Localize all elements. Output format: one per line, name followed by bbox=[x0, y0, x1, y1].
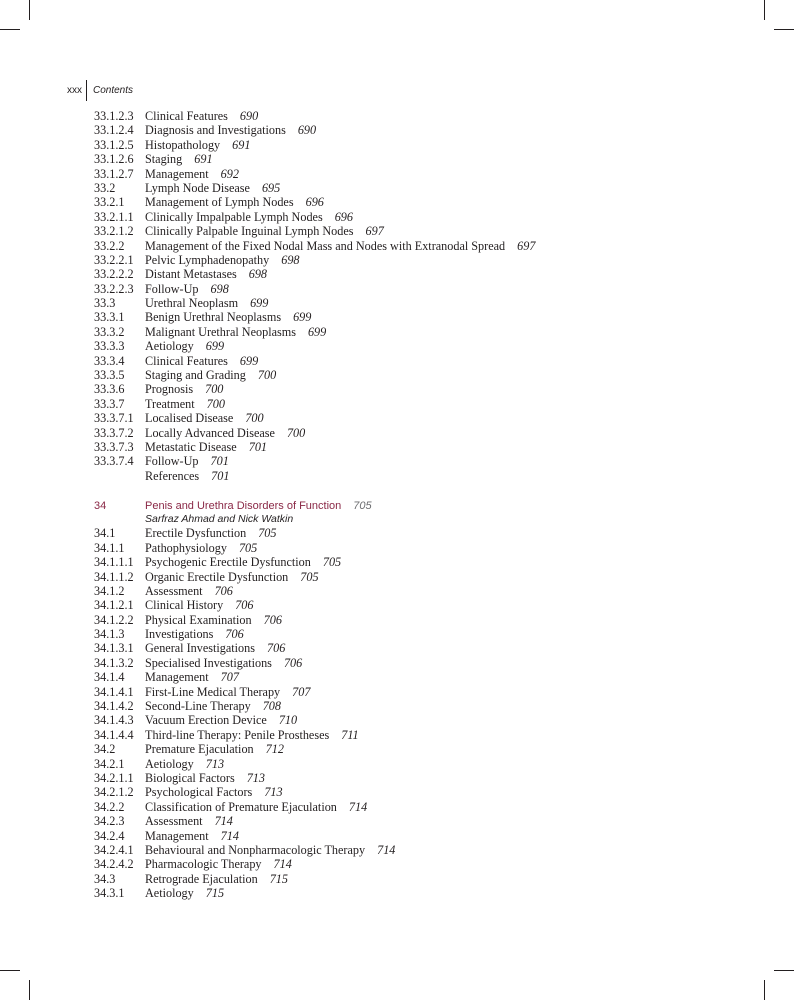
toc-entry-title: Clinical History bbox=[145, 598, 224, 613]
toc-entry-title: Malignant Urethral Neoplasms bbox=[145, 324, 296, 339]
toc-entry-number: 34.1.2.2 bbox=[94, 612, 134, 627]
toc-entry-page: 701 bbox=[210, 454, 229, 469]
toc-entry[interactable] bbox=[94, 138, 754, 152]
toc-entry-page: 698 bbox=[281, 252, 300, 267]
toc-entry-title: First-Line Medical Therapy bbox=[145, 684, 281, 699]
toc-entry-page: 706 bbox=[263, 612, 282, 627]
chapter-number: 34 bbox=[94, 499, 107, 512]
toc-entry-title: Investigations bbox=[145, 627, 214, 642]
toc-entry-number: 34.2 bbox=[94, 742, 116, 757]
toc-entry-number: 33.3.7.2 bbox=[94, 425, 134, 440]
toc-entry-title: Follow-Up bbox=[145, 454, 199, 469]
crop-mark bbox=[774, 29, 794, 30]
toc-entry[interactable] bbox=[94, 123, 754, 137]
toc-entry-number: 33.3.3 bbox=[94, 339, 125, 354]
toc-entry-number: 33.1.2.5 bbox=[94, 137, 134, 152]
toc-entry-title: Erectile Dysfunction bbox=[145, 526, 247, 541]
toc-entry[interactable] bbox=[94, 584, 754, 598]
toc-entry-page: 706 bbox=[225, 627, 244, 642]
chapter-authors: Sarfraz Ahmad and Nick Watkin bbox=[145, 512, 294, 525]
toc-entry-page: 713 bbox=[264, 785, 283, 800]
toc-entry-number: 33.2.1.1 bbox=[94, 209, 134, 224]
toc-entry-page: 708 bbox=[262, 699, 281, 714]
toc-entry-page: 706 bbox=[267, 641, 286, 656]
toc-entry-title: Vacuum Erection Device bbox=[145, 713, 267, 728]
toc-entry-number: 34.1.2.1 bbox=[94, 598, 134, 613]
toc-entry[interactable] bbox=[94, 829, 754, 843]
toc-entry-number: 34.3 bbox=[94, 871, 116, 886]
toc-entry-page: 699 bbox=[307, 324, 327, 339]
toc-entry[interactable] bbox=[94, 339, 754, 353]
toc-entry-title: Clinical Features bbox=[145, 109, 228, 123]
toc-entry-title: Specialised Investigations bbox=[145, 655, 272, 670]
toc-entry-page: 713 bbox=[205, 756, 225, 771]
toc-entry-number: 34.2.4.1 bbox=[94, 842, 134, 857]
toc-entry-number: 33.2.2.1 bbox=[94, 252, 134, 267]
toc-entry-number: 33.3 bbox=[94, 296, 116, 311]
toc-entry-page: 714 bbox=[348, 799, 368, 814]
toc-entry-number: 33.2.1.2 bbox=[94, 224, 134, 239]
toc-entry-title: Staging bbox=[145, 152, 183, 167]
toc-entry-number: 34.2.4 bbox=[94, 828, 125, 843]
toc-entry-page: 691 bbox=[232, 137, 251, 152]
toc-entry-page: 714 bbox=[377, 842, 396, 857]
toc-entry-title: Aetiology bbox=[145, 339, 194, 354]
toc-entry[interactable] bbox=[94, 426, 754, 440]
toc-entry-title: References bbox=[145, 468, 200, 483]
running-head-divider bbox=[86, 80, 87, 101]
toc-entry-number: 34.2.3 bbox=[94, 814, 125, 829]
toc-entry[interactable] bbox=[94, 555, 754, 569]
toc-entry[interactable] bbox=[94, 785, 754, 799]
toc-entry-page: 697 bbox=[365, 224, 384, 239]
toc-entry-number: 33.1.2.3 bbox=[94, 109, 134, 123]
toc-entry-number: 33.3.5 bbox=[94, 368, 125, 383]
toc-entry-number: 33.2.1 bbox=[94, 195, 125, 210]
table-of-contents bbox=[94, 109, 754, 900]
toc-entry-number: 34.2.4.2 bbox=[94, 857, 134, 872]
toc-entry-page: 700 bbox=[257, 368, 277, 383]
toc-entry[interactable] bbox=[94, 670, 754, 684]
toc-entry-page: 698 bbox=[248, 267, 268, 282]
toc-entry-page: 707 bbox=[220, 670, 239, 685]
toc-entry-page: 697 bbox=[517, 238, 536, 253]
toc-entry-title: Physical Examination bbox=[145, 612, 252, 627]
toc-entry[interactable] bbox=[94, 152, 754, 166]
toc-entry-title: Pelvic Lymphadenopathy bbox=[145, 252, 270, 267]
toc-entry-number: 33.3.1 bbox=[94, 310, 125, 325]
toc-entry-number: 33.1.2.4 bbox=[94, 123, 134, 138]
toc-entry-number: 33.1.2.7 bbox=[94, 166, 134, 181]
toc-entry-number: 34.1.3 bbox=[94, 627, 125, 642]
toc-entry-title: Psychogenic Erectile Dysfunction bbox=[145, 555, 311, 570]
toc-entry-number: 34.1.4.4 bbox=[94, 727, 134, 742]
toc-entry-number: 34.1.2 bbox=[94, 583, 125, 598]
toc-entry[interactable] bbox=[94, 181, 754, 195]
chapter-spacer bbox=[94, 483, 754, 497]
toc-entry-page: 696 bbox=[305, 195, 324, 210]
toc-entry[interactable] bbox=[94, 728, 754, 742]
toc-entry-title: Assessment bbox=[145, 583, 203, 598]
toc-entry-number: 34.1.1.1 bbox=[94, 555, 134, 570]
toc-entry[interactable] bbox=[94, 526, 754, 540]
toc-entry-number: 34.2.1 bbox=[94, 756, 125, 771]
toc-entry[interactable] bbox=[94, 713, 754, 727]
toc-entry-title: Pharmacologic Therapy bbox=[145, 857, 262, 872]
toc-entry-number: 33.3.2 bbox=[94, 324, 125, 339]
toc-entry[interactable] bbox=[94, 296, 754, 310]
toc-entry-number: 34.2.1.2 bbox=[94, 785, 134, 800]
toc-entry[interactable] bbox=[94, 325, 754, 339]
toc-entry-page: 699 bbox=[250, 296, 269, 311]
toc-entry-page: 715 bbox=[205, 886, 225, 901]
toc-entry-page: 701 bbox=[211, 468, 230, 483]
toc-entry-title: Follow-Up bbox=[145, 281, 199, 296]
toc-entry-page: 707 bbox=[292, 684, 311, 699]
toc-entry-page: 715 bbox=[269, 871, 288, 886]
toc-entry[interactable] bbox=[94, 210, 754, 224]
toc-entry[interactable] bbox=[94, 843, 754, 857]
toc-entry[interactable] bbox=[94, 685, 754, 699]
toc-entry[interactable] bbox=[94, 857, 754, 871]
toc-entry-number: 33.3.7.4 bbox=[94, 454, 134, 469]
toc-entry-page: 705 bbox=[238, 540, 258, 555]
toc-entry[interactable] bbox=[94, 699, 754, 713]
toc-entry[interactable] bbox=[94, 440, 754, 454]
toc-entry-page: 698 bbox=[210, 281, 229, 296]
toc-entry-title: Aetiology bbox=[145, 756, 194, 771]
toc-entry-number: 34.2.2 bbox=[94, 799, 125, 814]
toc-entry[interactable] bbox=[94, 382, 754, 396]
chapter-title: Penis and Urethra Disorders of Function bbox=[145, 499, 342, 512]
toc-entry-title: Management bbox=[145, 828, 209, 843]
toc-entry-title: Premature Ejaculation bbox=[145, 742, 254, 757]
toc-entry-page: 699 bbox=[239, 353, 259, 368]
toc-entry-title: Pathophysiology bbox=[145, 540, 227, 555]
toc-entry-title: Metastatic Disease bbox=[145, 439, 237, 454]
toc-entry-page: 710 bbox=[278, 713, 298, 728]
toc-entry-number: 34.2.1.1 bbox=[94, 770, 134, 785]
toc-entry-title: Management bbox=[145, 670, 209, 685]
toc-entry-title: Psychological Factors bbox=[145, 785, 253, 800]
toc-entry-number: 33.3.6 bbox=[94, 382, 125, 397]
toc-entry[interactable] bbox=[94, 310, 754, 324]
toc-entry[interactable] bbox=[94, 598, 754, 612]
toc-entry-page: 712 bbox=[265, 742, 284, 757]
toc-entry-page: 700 bbox=[245, 411, 264, 426]
toc-entry[interactable] bbox=[94, 613, 754, 627]
toc-entry-page: 706 bbox=[235, 598, 254, 613]
toc-entry[interactable] bbox=[94, 886, 754, 900]
toc-entry-page: 705 bbox=[300, 569, 319, 584]
toc-entry-page: 700 bbox=[206, 396, 225, 411]
toc-entry-page: 699 bbox=[205, 339, 225, 354]
toc-entry-title: Clinical Features bbox=[145, 353, 228, 368]
toc-entry[interactable] bbox=[94, 800, 754, 814]
toc-entry[interactable] bbox=[94, 570, 754, 584]
toc-entry-title: Aetiology bbox=[145, 886, 194, 901]
toc-entry[interactable] bbox=[94, 742, 754, 756]
toc-entry-page: 692 bbox=[220, 166, 239, 181]
toc-entry-title: Biological Factors bbox=[145, 770, 235, 785]
toc-entry-number: 34.1.1 bbox=[94, 540, 125, 555]
toc-entry[interactable] bbox=[94, 267, 754, 281]
toc-entry[interactable] bbox=[94, 109, 754, 123]
toc-entry-number: 33.2.2.2 bbox=[94, 267, 134, 282]
toc-entry[interactable] bbox=[94, 641, 754, 655]
toc-entry-page: 690 bbox=[239, 109, 259, 123]
running-head bbox=[67, 80, 133, 101]
toc-entry-title: Third-line Therapy: Penile Prostheses bbox=[145, 727, 330, 742]
toc-entry[interactable] bbox=[94, 368, 754, 382]
toc-entry-number: 33.2 bbox=[94, 180, 116, 195]
toc-entry-page: 705 bbox=[258, 526, 277, 541]
toc-entry-number: 34.1.1.2 bbox=[94, 569, 134, 584]
toc-entry-number: 34.1.3.1 bbox=[94, 641, 134, 656]
toc-entry-page: 714 bbox=[273, 857, 292, 872]
toc-entry-page: 695 bbox=[261, 180, 281, 195]
toc-entry-page: 713 bbox=[246, 770, 265, 785]
toc-entry-number: 34.1.4.3 bbox=[94, 713, 134, 728]
toc-entry-title: Classification of Premature Ejaculation bbox=[145, 799, 337, 814]
toc-entry-page: 700 bbox=[286, 425, 306, 440]
toc-entry-title: Staging and Grading bbox=[145, 368, 246, 383]
toc-entry-number: 33.2.2 bbox=[94, 238, 125, 253]
toc-entry[interactable] bbox=[94, 282, 754, 296]
toc-entry-title: Locally Advanced Disease bbox=[145, 425, 275, 440]
chapter-page-number: 705 bbox=[353, 499, 372, 512]
toc-entry-title: Urethral Neoplasm bbox=[145, 296, 239, 311]
toc-entry-title: Management of the Fixed Nodal Mass and Nodes with Extranodal Spread bbox=[145, 238, 506, 253]
toc-entry[interactable] bbox=[94, 814, 754, 828]
toc-entry-title: Histopathology bbox=[145, 137, 221, 152]
toc-entry[interactable] bbox=[94, 872, 754, 886]
toc-entry-number: 33.3.7.3 bbox=[94, 439, 134, 454]
toc-entry-title: Distant Metastases bbox=[145, 267, 237, 282]
toc-entry-page: 690 bbox=[297, 123, 317, 138]
toc-entry-page: 700 bbox=[205, 382, 224, 397]
toc-entry[interactable] bbox=[94, 627, 754, 641]
toc-entry-number: 33.3.7.1 bbox=[94, 411, 134, 426]
toc-entry-page: 699 bbox=[293, 310, 312, 325]
toc-entry-page: 714 bbox=[220, 828, 239, 843]
toc-entry-title: Localised Disease bbox=[145, 411, 234, 426]
crop-mark bbox=[764, 980, 765, 1000]
crop-mark bbox=[29, 0, 30, 20]
toc-entry[interactable] bbox=[94, 656, 754, 670]
toc-entry-title: Clinically Palpable Inguinal Lymph Nodes bbox=[145, 224, 354, 239]
toc-section-34 bbox=[94, 526, 754, 900]
toc-entry-page: 706 bbox=[214, 583, 233, 598]
toc-entry-page: 701 bbox=[248, 439, 267, 454]
toc-entry-number: 34.3.1 bbox=[94, 886, 125, 901]
toc-entry-number: 33.3.4 bbox=[94, 353, 125, 368]
toc-entry-title: Assessment bbox=[145, 814, 203, 829]
toc-entry-title: Behavioural and Nonpharmacologic Therapy bbox=[145, 842, 366, 857]
toc-entry-title: Management of Lymph Nodes bbox=[145, 195, 294, 210]
toc-entry-page: 691 bbox=[194, 152, 213, 167]
toc-entry[interactable] bbox=[94, 454, 754, 468]
toc-entry-page: 706 bbox=[283, 655, 303, 670]
toc-entry-number: 34.1.4.1 bbox=[94, 684, 134, 699]
running-head-page-number: xxx bbox=[67, 85, 82, 96]
toc-entry[interactable] bbox=[94, 239, 754, 253]
toc-entry-title: Benign Urethral Neoplasms bbox=[145, 310, 282, 325]
crop-mark bbox=[774, 970, 794, 971]
toc-entry[interactable] bbox=[94, 411, 754, 425]
toc-entry[interactable] bbox=[94, 771, 754, 785]
toc-entry-page: 705 bbox=[322, 555, 342, 570]
toc-entry-title: Clinically Impalpable Lymph Nodes bbox=[145, 209, 323, 224]
chapter-heading[interactable] bbox=[94, 498, 754, 512]
toc-entry-title: Diagnosis and Investigations bbox=[145, 123, 286, 138]
crop-mark bbox=[764, 0, 765, 20]
toc-entry[interactable] bbox=[94, 253, 754, 267]
crop-mark bbox=[0, 29, 20, 30]
toc-entry-page: 696 bbox=[334, 209, 353, 224]
toc-entry-number: 33.2.2.3 bbox=[94, 281, 134, 296]
toc-entry-title: Prognosis bbox=[145, 382, 194, 397]
toc-entry-title: Retrograde Ejaculation bbox=[145, 871, 258, 886]
toc-entry-number: 33.3.7 bbox=[94, 396, 125, 411]
toc-entry-number: 34.1.4.2 bbox=[94, 699, 134, 714]
running-head-title: Contents bbox=[93, 85, 134, 96]
toc-entry-title: Organic Erectile Dysfunction bbox=[145, 569, 289, 584]
crop-mark bbox=[0, 970, 20, 971]
toc-entry[interactable] bbox=[94, 757, 754, 771]
toc-entry-number: 34.1.3.2 bbox=[94, 655, 134, 670]
toc-entry-title: Lymph Node Disease bbox=[145, 180, 250, 195]
toc-entry[interactable] bbox=[94, 224, 754, 238]
toc-entry-page: 714 bbox=[214, 814, 233, 829]
toc-entry[interactable] bbox=[94, 541, 754, 555]
toc-entry-title: Second-Line Therapy bbox=[145, 699, 251, 714]
toc-entry-title: General Investigations bbox=[145, 641, 255, 656]
toc-entry-number: 34.1.4 bbox=[94, 670, 125, 685]
toc-entry[interactable] bbox=[94, 469, 754, 483]
toc-entry-number: 33.1.2.6 bbox=[94, 152, 134, 167]
toc-entry-page: 711 bbox=[341, 727, 359, 742]
toc-entry[interactable] bbox=[94, 354, 754, 368]
toc-entry-number: 34.1 bbox=[94, 526, 116, 541]
crop-mark bbox=[29, 980, 30, 1000]
toc-entry-title: Treatment bbox=[145, 396, 195, 411]
toc-entry[interactable] bbox=[94, 195, 754, 209]
toc-section-33 bbox=[94, 109, 754, 483]
toc-entry[interactable] bbox=[94, 397, 754, 411]
toc-entry[interactable] bbox=[94, 167, 754, 181]
toc-entry-title: Management bbox=[145, 166, 209, 181]
